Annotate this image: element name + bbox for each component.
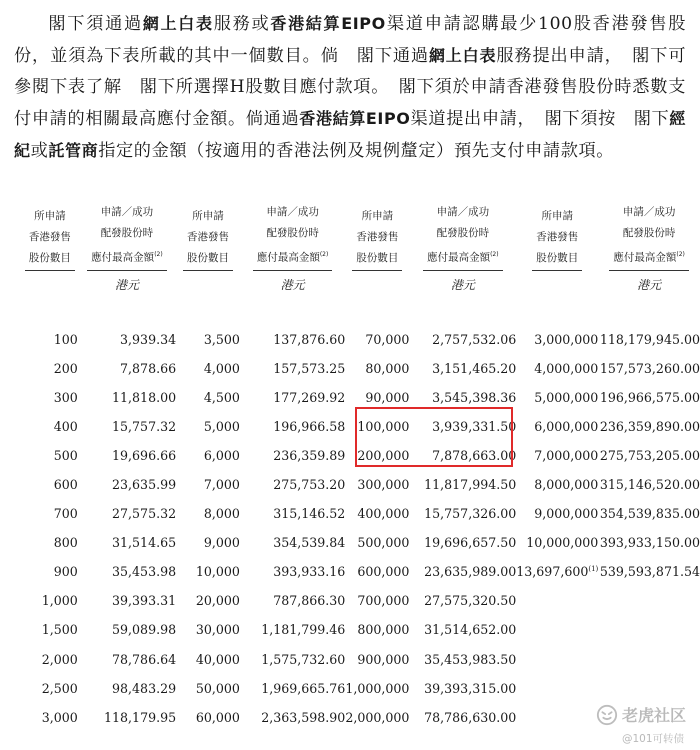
- cell-amount: 2,363,598.90: [261, 709, 346, 725]
- cell-amount: 35,453.98: [112, 564, 177, 580]
- cell-amount: 15,757.32: [112, 418, 177, 434]
- cell-shares: 5,000,000: [534, 389, 599, 405]
- watermark: [596, 703, 686, 726]
- cell-shares: 900: [53, 564, 78, 580]
- cell-shares: 200: [53, 360, 78, 376]
- table-row: [22, 674, 700, 703]
- intro-bold-white-form: 網上白表: [142, 14, 214, 33]
- unit-blank: [176, 273, 240, 303]
- unit-hkd: 港元: [280, 277, 305, 292]
- cell-amount: 315,146,520.00: [599, 477, 700, 493]
- cell-amount: 157,573,260.00: [599, 360, 700, 376]
- cell-shares: 4,000,000: [534, 360, 599, 376]
- cell-amount: 3,939.34: [120, 331, 177, 347]
- header-amount-1: 申請／成功 配發股份時 應付最高金額$^{(2)}$: [78, 202, 176, 273]
- cell-shares: 700,000: [357, 593, 410, 609]
- cell-amount: 27,575,320.50: [424, 593, 517, 609]
- cell-amount: 157,573.25: [273, 360, 346, 376]
- cell-amount: 31,514,652.00: [424, 622, 517, 638]
- intro-bold-hkscc-eipo: 香港結算EIPO: [270, 14, 386, 33]
- cell-amount: 39,393.31: [112, 593, 177, 609]
- cell-amount: 7,878,663.00: [432, 447, 517, 463]
- cell-amount: 15,757,326.00: [424, 506, 517, 522]
- cell-amount: 275,753,205.00: [599, 447, 700, 463]
- cell-shares: 70,000: [365, 331, 410, 347]
- cell-shares: 6,000: [203, 447, 240, 463]
- cell-amount: 354,539,835.00: [599, 506, 700, 522]
- cell-shares: 13,697,600$^{(1)}$: [516, 564, 599, 580]
- header-amount-3: 申請／成功 配發股份時 應付最高金額$^{(2)}$: [409, 202, 516, 273]
- table-row: [22, 354, 700, 383]
- cell-amount: 236,359,890.00: [599, 418, 700, 434]
- header-amount-4: 申請／成功 配發股份時 應付最高金額$^{(2)}$: [598, 202, 700, 273]
- cell-amount: 3,939,331.50: [432, 418, 517, 434]
- cell-amount: 1,181,799.46: [261, 622, 346, 638]
- cell-shares: 1,000: [41, 593, 78, 609]
- intro-seg: 指定的金額（按適用的香港法例及規例釐定）預先支付申請款項。: [98, 141, 615, 161]
- intro-seg: 服務或: [213, 14, 271, 34]
- intro-seg: 服務提出申請， 閣下可參閱下表了解 閣下所選擇H股數目應付款項。 閣下須於申請香港發售股份時悉數支付申請的相關最高應付金額。倘通過: [14, 46, 686, 129]
- cell-amount: 23,635,989.00: [424, 564, 517, 580]
- cell-amount: 787,866.30: [273, 593, 346, 609]
- cell-amount: 3,151,465.20: [432, 360, 517, 376]
- cell-amount: 31,514.65: [112, 535, 177, 551]
- cell-shares: 700: [53, 506, 78, 522]
- tiger-logo-icon: [596, 704, 618, 726]
- cell-amount: 23,635.99: [112, 477, 177, 493]
- cell-amount: 19,696,657.50: [424, 535, 517, 551]
- spacer: [22, 303, 700, 325]
- cell-amount: 98,483.29: [112, 680, 177, 696]
- cell-shares: 9,000,000: [534, 506, 599, 522]
- cell-shares: 7,000,000: [534, 447, 599, 463]
- cell-amount: 393,933.16: [273, 564, 346, 580]
- intro-text: [14, 8, 686, 167]
- cell-shares: 200,000: [357, 447, 410, 463]
- table-row: [22, 586, 700, 615]
- cell-amount: 11,817,994.50: [424, 477, 517, 493]
- cell-amount: 35,453,983.50: [424, 651, 517, 667]
- table-row: [22, 528, 700, 557]
- cell-amount: 275,753.20: [273, 477, 346, 493]
- cell-shares: 50,000: [195, 680, 240, 696]
- header-shares-4: 所申請 香港發售 股份數目: [516, 202, 598, 273]
- cell-shares: 40,000: [195, 651, 240, 667]
- table-row: [22, 557, 700, 586]
- intro-bold-hkscc-eipo: 香港結算EIPO: [299, 109, 411, 128]
- footnote-marker: (1): [588, 565, 599, 574]
- cell-shares: 30,000: [195, 622, 240, 638]
- cell-shares: 300: [53, 389, 78, 405]
- intro-bold-broker: 經紀: [14, 109, 686, 160]
- cell-amount: 196,966.58: [273, 418, 346, 434]
- cell-shares: [516, 703, 598, 732]
- cell-amount: 2,757,532.06: [432, 331, 517, 347]
- table-row: [22, 615, 700, 644]
- cell-shares: 2,000: [41, 651, 78, 667]
- cell-amount: 118,179.95: [104, 709, 177, 725]
- table-unit-row: [22, 273, 700, 303]
- cell-shares: 4,500: [203, 389, 240, 405]
- unit-hkd: 港元: [114, 277, 139, 292]
- cell-shares: 400: [53, 418, 78, 434]
- unit-blank: [22, 273, 78, 303]
- cell-shares: 100,000: [357, 418, 410, 434]
- cell-shares: 1,500: [41, 622, 78, 638]
- table-row: [22, 325, 700, 354]
- cell-shares: 400,000: [357, 506, 410, 522]
- intro-seg: 閣下須通過: [48, 14, 143, 34]
- cell-shares: 100: [53, 331, 78, 347]
- table-row: [22, 470, 700, 499]
- cell-shares: 9,000: [203, 535, 240, 551]
- header-shares-2: 所申請 香港發售 股份數目: [176, 202, 240, 273]
- cell-amount: 539,593,871.54: [599, 564, 700, 580]
- cell-amount: 11,818.00: [112, 389, 177, 405]
- cell-amount: 27,575.32: [112, 506, 177, 522]
- intro-paragraph: [14, 8, 686, 167]
- cell-shares: 10,000,000: [526, 535, 599, 551]
- cell-shares: 5,000: [203, 418, 240, 434]
- intro-seg: 渠道提出申請， 閣下須按 閣下: [410, 109, 670, 129]
- cell-amount: 137,876.60: [273, 331, 346, 347]
- cell-shares: 60,000: [195, 709, 240, 725]
- intro-bold-custodian: 託管商: [48, 141, 99, 160]
- watermark-user: @101可转债: [621, 733, 684, 745]
- cell-amount: 78,786,630.00: [424, 709, 517, 725]
- cell-shares: [516, 615, 598, 644]
- cell-shares: 500,000: [357, 535, 410, 551]
- unit-hkd: 港元: [637, 277, 662, 292]
- cell-shares: 6,000,000: [534, 418, 599, 434]
- cell-amount: 7,878.66: [120, 360, 177, 376]
- cell-shares: 90,000: [365, 389, 410, 405]
- cell-amount: 19,696.66: [112, 447, 177, 463]
- cell-shares: 600,000: [357, 564, 410, 580]
- cell-shares: 10,000: [195, 564, 240, 580]
- cell-shares: 8,000,000: [534, 477, 599, 493]
- intro-bold-white-form: 網上白表: [428, 46, 497, 65]
- table-body: [22, 325, 700, 732]
- table-row: [22, 499, 700, 528]
- header-amount-2: 申請／成功 配發股份時 應付最高金額$^{(2)}$: [240, 202, 345, 273]
- highlight-box: [355, 407, 513, 467]
- cell-amount: 236,359.89: [273, 447, 346, 463]
- watermark-brand: 老虎社区: [621, 706, 686, 725]
- cell-amount: 315,146.52: [273, 506, 346, 522]
- cell-amount: [598, 586, 700, 615]
- cell-shares: 300,000: [357, 477, 410, 493]
- unit-blank: [345, 273, 409, 303]
- header-shares-1: 所申請 香港發售 股份數目: [22, 202, 78, 273]
- cell-shares: [516, 645, 598, 674]
- unit-hkd: 港元: [450, 277, 475, 292]
- cell-amount: 354,539.84: [273, 535, 346, 551]
- cell-amount: 59,089.98: [112, 622, 177, 638]
- table-row: [22, 645, 700, 674]
- cell-shares: 3,000: [41, 709, 78, 725]
- cell-shares: 900,000: [357, 651, 410, 667]
- cell-amount: 1,969,665.76: [261, 680, 346, 696]
- cell-shares: 4,000: [203, 360, 240, 376]
- cell-shares: [516, 674, 598, 703]
- cell-amount: 196,966,575.00: [599, 389, 700, 405]
- cell-amount: 393,933,150.00: [599, 535, 700, 551]
- cell-amount: [598, 645, 700, 674]
- cell-amount: [598, 615, 700, 644]
- cell-amount: [598, 674, 700, 703]
- table-header-row: [22, 202, 700, 273]
- table-spacer-row: [22, 303, 700, 325]
- cell-amount: 78,786.64: [112, 651, 177, 667]
- cell-shares: 2,500: [41, 680, 78, 696]
- cell-shares: 2,000,000: [345, 709, 410, 725]
- cell-shares: 500: [53, 447, 78, 463]
- cell-amount: 3,545,398.36: [432, 389, 517, 405]
- cell-shares: 3,500: [203, 331, 240, 347]
- cell-shares: 8,000: [203, 506, 240, 522]
- cell-amount: 177,269.92: [273, 389, 346, 405]
- cell-shares: 20,000: [195, 593, 240, 609]
- cell-shares: 7,000: [203, 477, 240, 493]
- cell-shares: 800: [53, 535, 78, 551]
- cell-shares: 600: [53, 477, 78, 493]
- header-shares-3: 所申請 香港發售 股份數目: [345, 202, 409, 273]
- cell-amount: 39,393,315.00: [424, 680, 517, 696]
- intro-seg: 或: [30, 141, 49, 161]
- cell-amount: 118,179,945.00: [599, 331, 700, 347]
- cell-amount: 1,575,732.60: [261, 651, 346, 667]
- cell-shares: [516, 586, 598, 615]
- cell-shares: 1,000,000: [345, 680, 410, 696]
- cell-shares: 3,000,000: [534, 331, 599, 347]
- cell-shares: 800,000: [357, 622, 410, 638]
- cell-shares: 80,000: [365, 360, 410, 376]
- intro-seg: 渠道申請認購最少100股香港發售股份，並須為下表所載的其中一個數目。倘 閣下通過: [14, 14, 687, 66]
- unit-blank: [516, 273, 598, 303]
